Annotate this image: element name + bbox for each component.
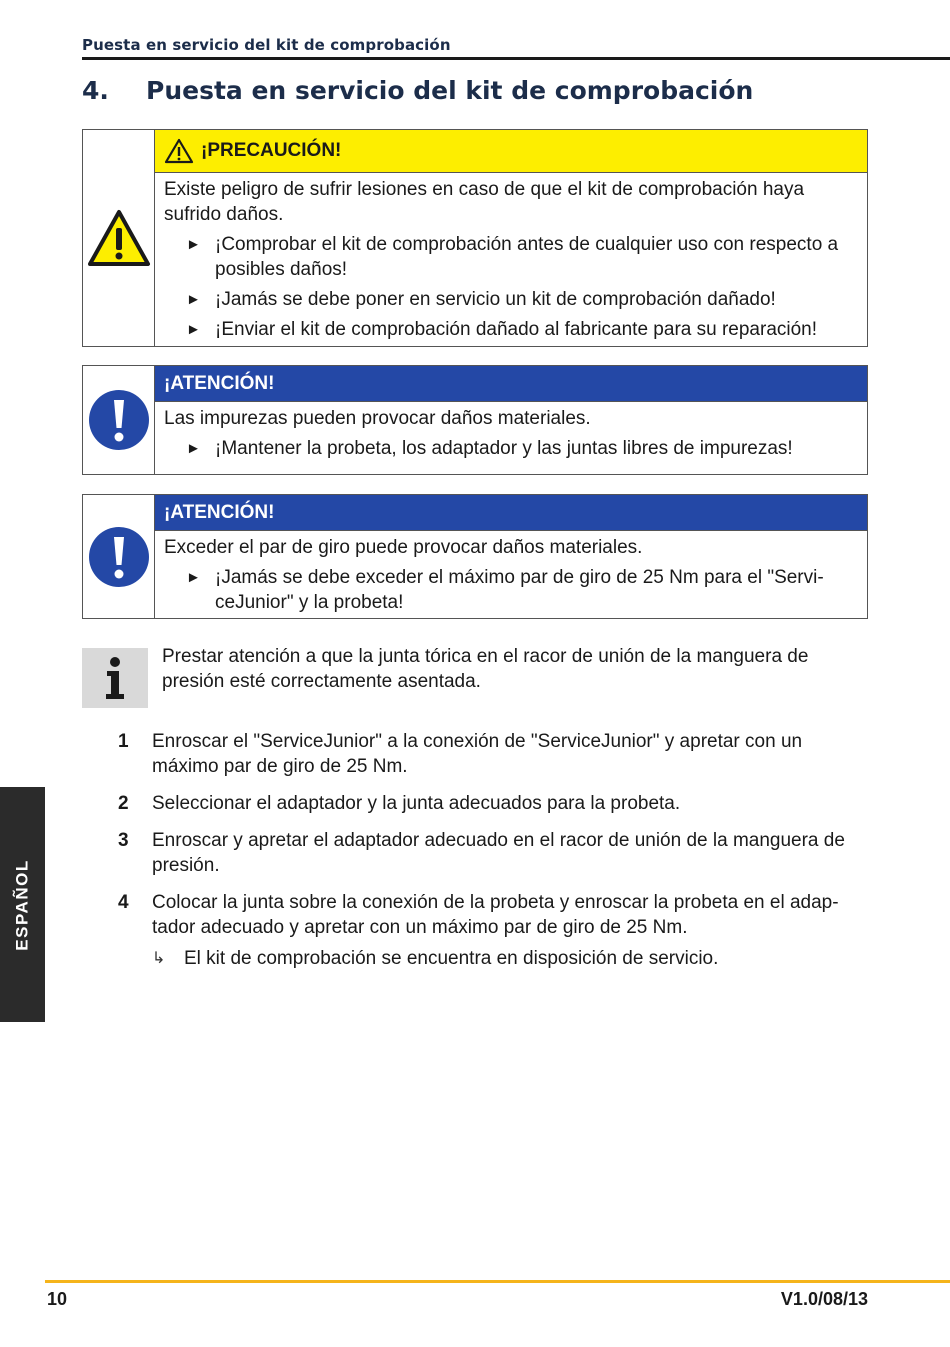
list-item [118, 828, 868, 878]
procedure-steps [118, 729, 868, 971]
footer-rule [45, 1280, 950, 1283]
bullet-arrow-icon: ► [186, 321, 201, 338]
exclamation-circle-icon [88, 526, 150, 588]
list-item [118, 729, 868, 779]
list-item: ► ¡Jamás se debe poner en servicio un kit de comprobación dañado! [164, 287, 857, 312]
exclamation-circle-icon [88, 389, 150, 451]
attention-icon-column [83, 495, 155, 618]
language-tab [0, 787, 45, 1022]
attention-label: ¡ATENCIÓN! [164, 501, 275, 523]
attention-intro: Las impurezas pueden provocar daños materiales. [164, 408, 591, 429]
attention-notice-torque [82, 494, 868, 619]
list-item: ► ¡Mantener la probeta, los adaptador y las juntas libres de impurezas! [164, 436, 857, 461]
list-item [118, 890, 868, 940]
page-number: 10 [47, 1289, 68, 1309]
caution-notice [82, 129, 868, 347]
chapter-title [82, 76, 753, 105]
bullet-arrow-icon: ► [186, 236, 201, 253]
info-icon [82, 648, 148, 708]
language-tab-label: ESPAÑOL [12, 858, 32, 951]
attention-icon-column [83, 366, 155, 474]
list-item: ► ¡Enviar el kit de comprobación dañado al fabricante para su reparación! [164, 317, 857, 342]
step-number: 3 [118, 830, 129, 851]
warning-triangle-icon [87, 209, 151, 267]
caution-label: ¡PRECAUCIÓN! [201, 140, 342, 161]
result-arrow-icon: ↳ [152, 950, 166, 967]
step-text: Enroscar y apretar el adaptador adecuado en el racor de unión de la manguera de presión. [152, 830, 845, 876]
step-number: 2 [118, 793, 129, 814]
caution-bar [155, 130, 867, 173]
version-label: V1.0/08/13 [780, 1289, 868, 1309]
attention-intro: Exceder el par de giro puede provocar daños materiales. [164, 537, 643, 558]
list-item: ► ¡Comprobar el kit de comprobación antes de cualquier uso con respecto a posibles daños! [164, 232, 857, 282]
result-text: El kit de comprobación se encuentra en disposición de servicio. [184, 948, 719, 969]
attention-bar [155, 495, 867, 531]
step-text: Colocar la junta sobre la conexión de la probeta y enroscar la probeta en el adap-tador adecuado y apretar con un máximo par de giro de 25 Nm. [152, 892, 839, 938]
attention-label: ¡ATENCIÓN! [164, 372, 275, 394]
attention-bar [155, 366, 867, 402]
step-number: 4 [118, 892, 129, 913]
list-item [118, 791, 868, 816]
caution-intro: Existe peligro de sufrir lesiones en caso de que el kit de comprobación haya sufrido daños. [164, 179, 805, 225]
step-text: Enroscar el "ServiceJunior" a la conexión de "ServiceJunior" y apretar con un máximo par de giro de 25 Nm. [152, 731, 803, 777]
chapter-title-text: Puesta en servicio del kit de comprobación [146, 76, 754, 105]
bullet-arrow-icon: ► [186, 440, 201, 457]
info-text: Prestar atención a que la junta tórica en el racor de unión de la manguera de presión esté correctamente asentada. [162, 646, 809, 692]
caution-icon-column [83, 130, 155, 346]
result-line [152, 946, 868, 971]
running-header: Puesta en servicio del kit de comprobación [82, 36, 950, 60]
step-number: 1 [118, 731, 129, 752]
warning-small-icon [164, 138, 194, 164]
info-note [82, 644, 868, 708]
list-item: ► ¡Jamás se debe exceder el máximo par de giro de 25 Nm para el "Servi-ceJunior" y la probeta! [164, 565, 857, 615]
step-text: Seleccionar el adaptador y la junta adecuados para la probeta. [152, 793, 681, 814]
bullet-arrow-icon: ► [186, 291, 201, 308]
bullet-arrow-icon: ► [186, 569, 201, 586]
attention-notice-impurities [82, 365, 868, 475]
chapter-number: 4. [82, 76, 109, 105]
